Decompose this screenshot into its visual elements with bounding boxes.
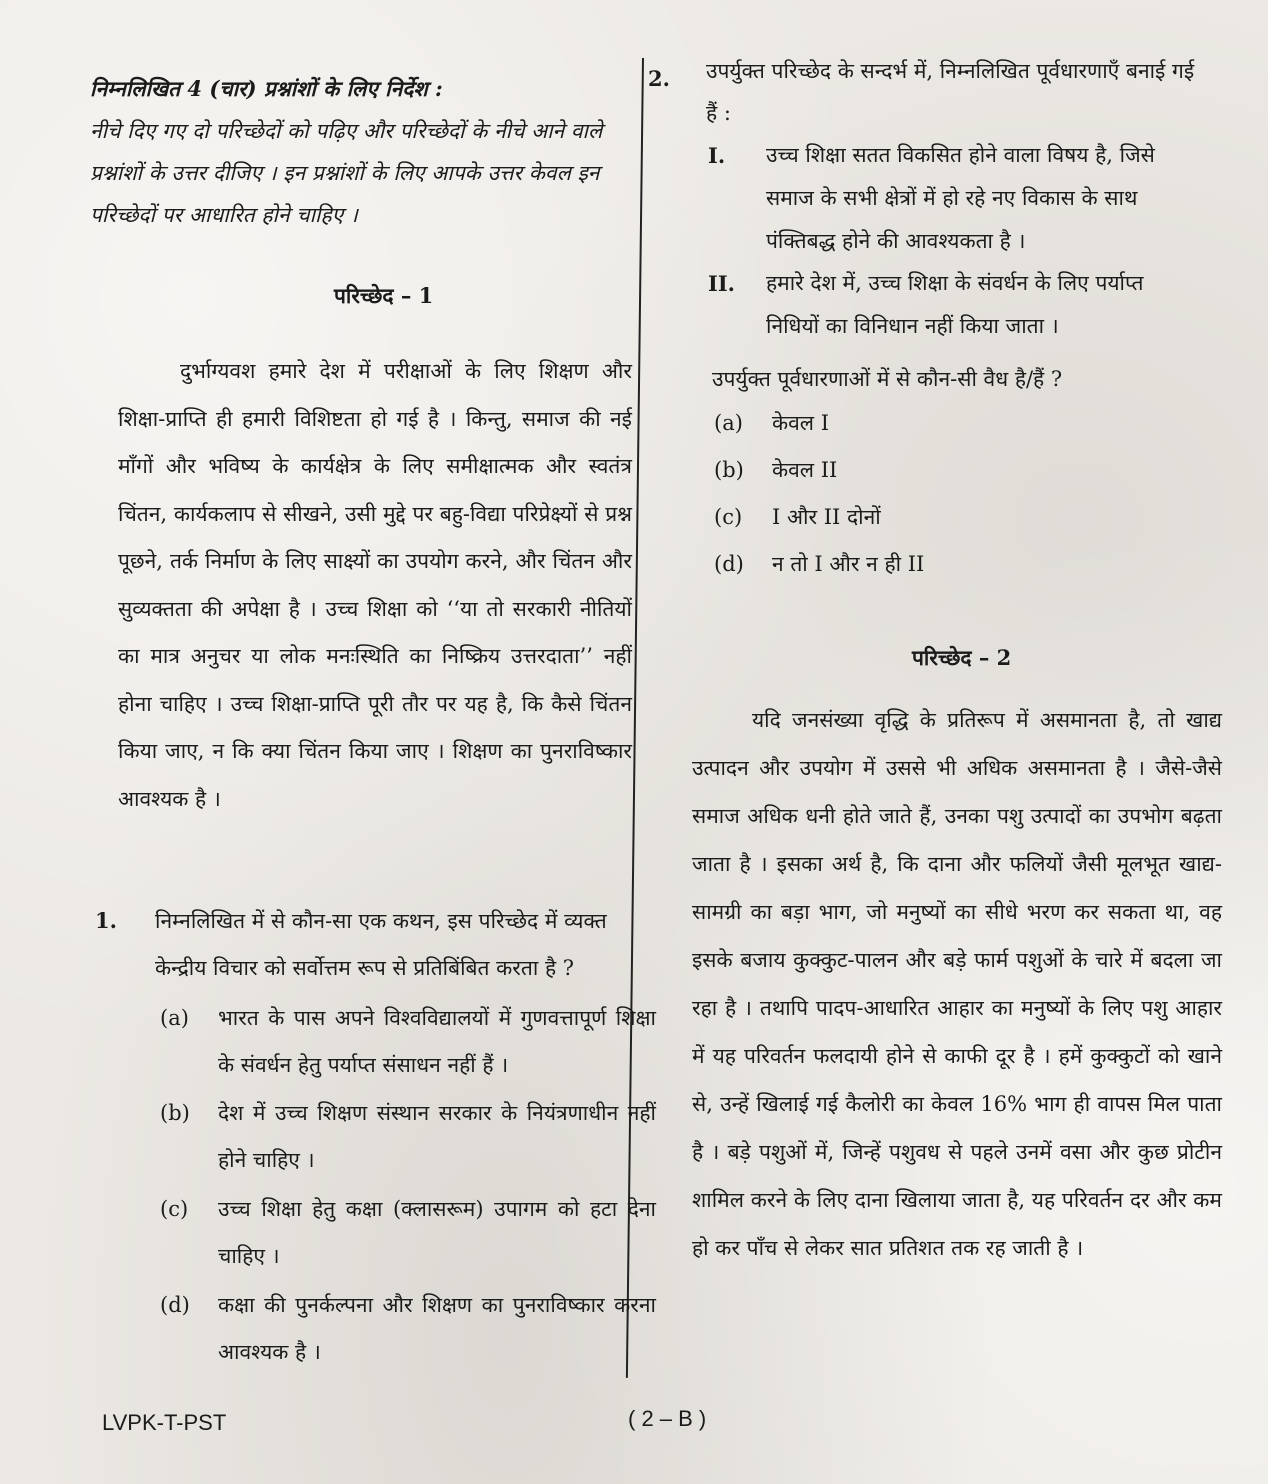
option-text: भारत के पास अपने विश्वविद्यालयों में गुणवत्तापूर्ण शिक्षा के संवर्धन हेतु पर्याप्त संसाधन नहीं हैं । [218, 1006, 656, 1077]
option-text: कक्षा की पुनर्कल्पना और शिक्षण का पुनराविष्कार करना आवश्यक है । [218, 1293, 656, 1364]
option-label: (a) [714, 411, 743, 435]
page-number: ( 2 – B ) [628, 1406, 707, 1431]
question2-option-c[interactable] [714, 494, 1174, 541]
option-label: (b) [160, 1101, 190, 1125]
option-label: (a) [160, 1006, 189, 1030]
passage1-title: परिच्छेद – 1 [334, 283, 434, 308]
option-text: केवल I [772, 411, 830, 435]
statement-label: II. [708, 271, 735, 296]
question1-number: 1. [95, 908, 117, 933]
question2-prompt: उपर्युक्त पूर्वधारणाओं में से कौन-सी वैध है/हैं ? [712, 367, 1063, 391]
option-text: न तो I और न ही II [772, 552, 925, 576]
question2-number: 2. [648, 66, 670, 91]
instructions-heading: निम्नलिखित 4 (चार) प्रश्नांशों के लिए निर्देश : [90, 76, 443, 101]
statement-text: हमारे देश में, उच्च शिक्षा के संवर्धन के लिए पर्याप्त निधियों का विनिधान नहीं किया जाता । [766, 271, 1144, 338]
passage1-text: दुर्भाग्यवश हमारे देश में परीक्षाओं के लिए शिक्षण और शिक्षा-प्राप्ति ही हमारी विशिष्टता हो गई है । किन्तु, समाज की नई माँगों और भविष्य के कार्यक्षेत्र के लिए समीक्षात्मक और स्वतंत्र चिंतन, कार्यकलाप से सीखने, उसी मुद्दे पर बहु-विद्या परिप्रेक्ष्यों से प्रश्न पूछने, तर्क निर्माण के लिए साक्ष्यों का उपयोग करने, और चिंतन और सुव्यक्तता की अपेक्षा है । उच्च शिक्षा को ‘‘या तो सरकारी नीतियों का मात्र अनुचर या लोक मनःस्थिति का निष्क्रिय उत्तरदाता’’ नहीं होना चाहिए । उच्च शिक्षा-प्राप्ति पूरी तौर पर यह है, कि कैसे चिंतन किया जाए, न कि क्या चिंतन किया जाए । शिक्षण का पुनराविष्कार आवश्यक है । [118, 359, 632, 811]
question2-option-d[interactable] [714, 541, 1174, 588]
option-label: (b) [714, 458, 744, 482]
option-text: उच्च शिक्षा हेतु कक्षा (क्लासरूम) उपागम को हटा देना चाहिए । [218, 1197, 656, 1268]
question1-option-d[interactable] [160, 1282, 656, 1376]
question2-statement-1 [708, 134, 1196, 263]
option-label: (d) [714, 552, 744, 576]
instructions-body: नीचे दिए गए दो परिच्छेदों को पढ़िए और परिच्छेदों के नीचे आने वाले प्रश्नांशों के उत्तर दीजिए । इन प्रश्नांशों के लिए आपके उत्तर केवल इन परिच्छेदों पर आधारित होने चाहिए । [90, 119, 603, 227]
question2-statement-2 [708, 262, 1196, 348]
question1-option-a[interactable] [160, 995, 656, 1089]
question1-option-b[interactable] [160, 1090, 656, 1184]
statement-label: I. [708, 143, 726, 168]
option-text: केवल II [772, 458, 838, 482]
question1-option-c[interactable] [160, 1186, 656, 1280]
option-label: (c) [160, 1197, 189, 1221]
question2-option-b[interactable] [714, 447, 1174, 494]
passage2-title: परिच्छेद – 2 [912, 645, 1012, 670]
question2-text: उपर्युक्त परिच्छेद के सन्दर्भ में, निम्नलिखित पूर्वधारणाएँ बनाई गई हैं : [706, 59, 1195, 125]
option-text: I और II दोनों [772, 505, 881, 529]
option-text: देश में उच्च शिक्षण संस्थान सरकार के नियंत्रणाधीन नहीं होने चाहिए । [218, 1101, 656, 1172]
instructions-block [90, 68, 638, 236]
question1-text: निम्नलिखित में से कौन-सा एक कथन, इस परिच्छेद में व्यक्त केन्द्रीय विचार को सर्वोत्तम रूप से प्रतिबिंबित करता है ? [155, 909, 607, 980]
question2-option-a[interactable] [714, 400, 1174, 447]
option-label: (c) [714, 505, 743, 529]
paper-code: LVPK-T-PST [102, 1410, 227, 1435]
option-label: (d) [160, 1293, 190, 1317]
statement-text: उच्च शिक्षा सतत विकसित होने वाला विषय है, जिसे समाज के सभी क्षेत्रों में हो रहे नए विकास के साथ पंक्तिबद्ध होने की आवश्यकता है । [766, 143, 1155, 253]
passage2-text: यदि जनसंख्या वृद्धि के प्रतिरूप में असमानता है, तो खाद्य उत्पादन और उपयोग में उससे भी अधिक असमानता है । जैसे-जैसे समाज अधिक धनी होते जाते हैं, उनका पशु उत्पादों का उपभोग बढ़ता जाता है । इसका अर्थ है, कि दाना और फलियों जैसी मूलभूत खाद्य-सामग्री का बड़ा भाग, जो मनुष्यों का सीधे भरण कर सकता था, वह इसके बजाय कुक्कुट-पालन और बड़े फार्म पशुओं के चारे में बदला जा रहा है । तथापि पादप-आधारित आहार का मनुष्यों के लिए पशु आहार में यह परिवर्तन फलदायी होने से काफी दूर है । हमें कुक्कुटों को खाने से, उन्हें खिलाई गई कैलोरी का केवल 16% भाग ही वापस मिल पाता है । बड़े पशुओं में, जिन्हें पशुवध से पहले उनमें वसा और कुछ प्रोटीन शामिल करने के लिए दाना खिलाया जाता है, यह परिवर्तन दर और कम हो कर पाँच से लेकर सात प्रतिशत तक रह जाती है । [692, 708, 1222, 1260]
